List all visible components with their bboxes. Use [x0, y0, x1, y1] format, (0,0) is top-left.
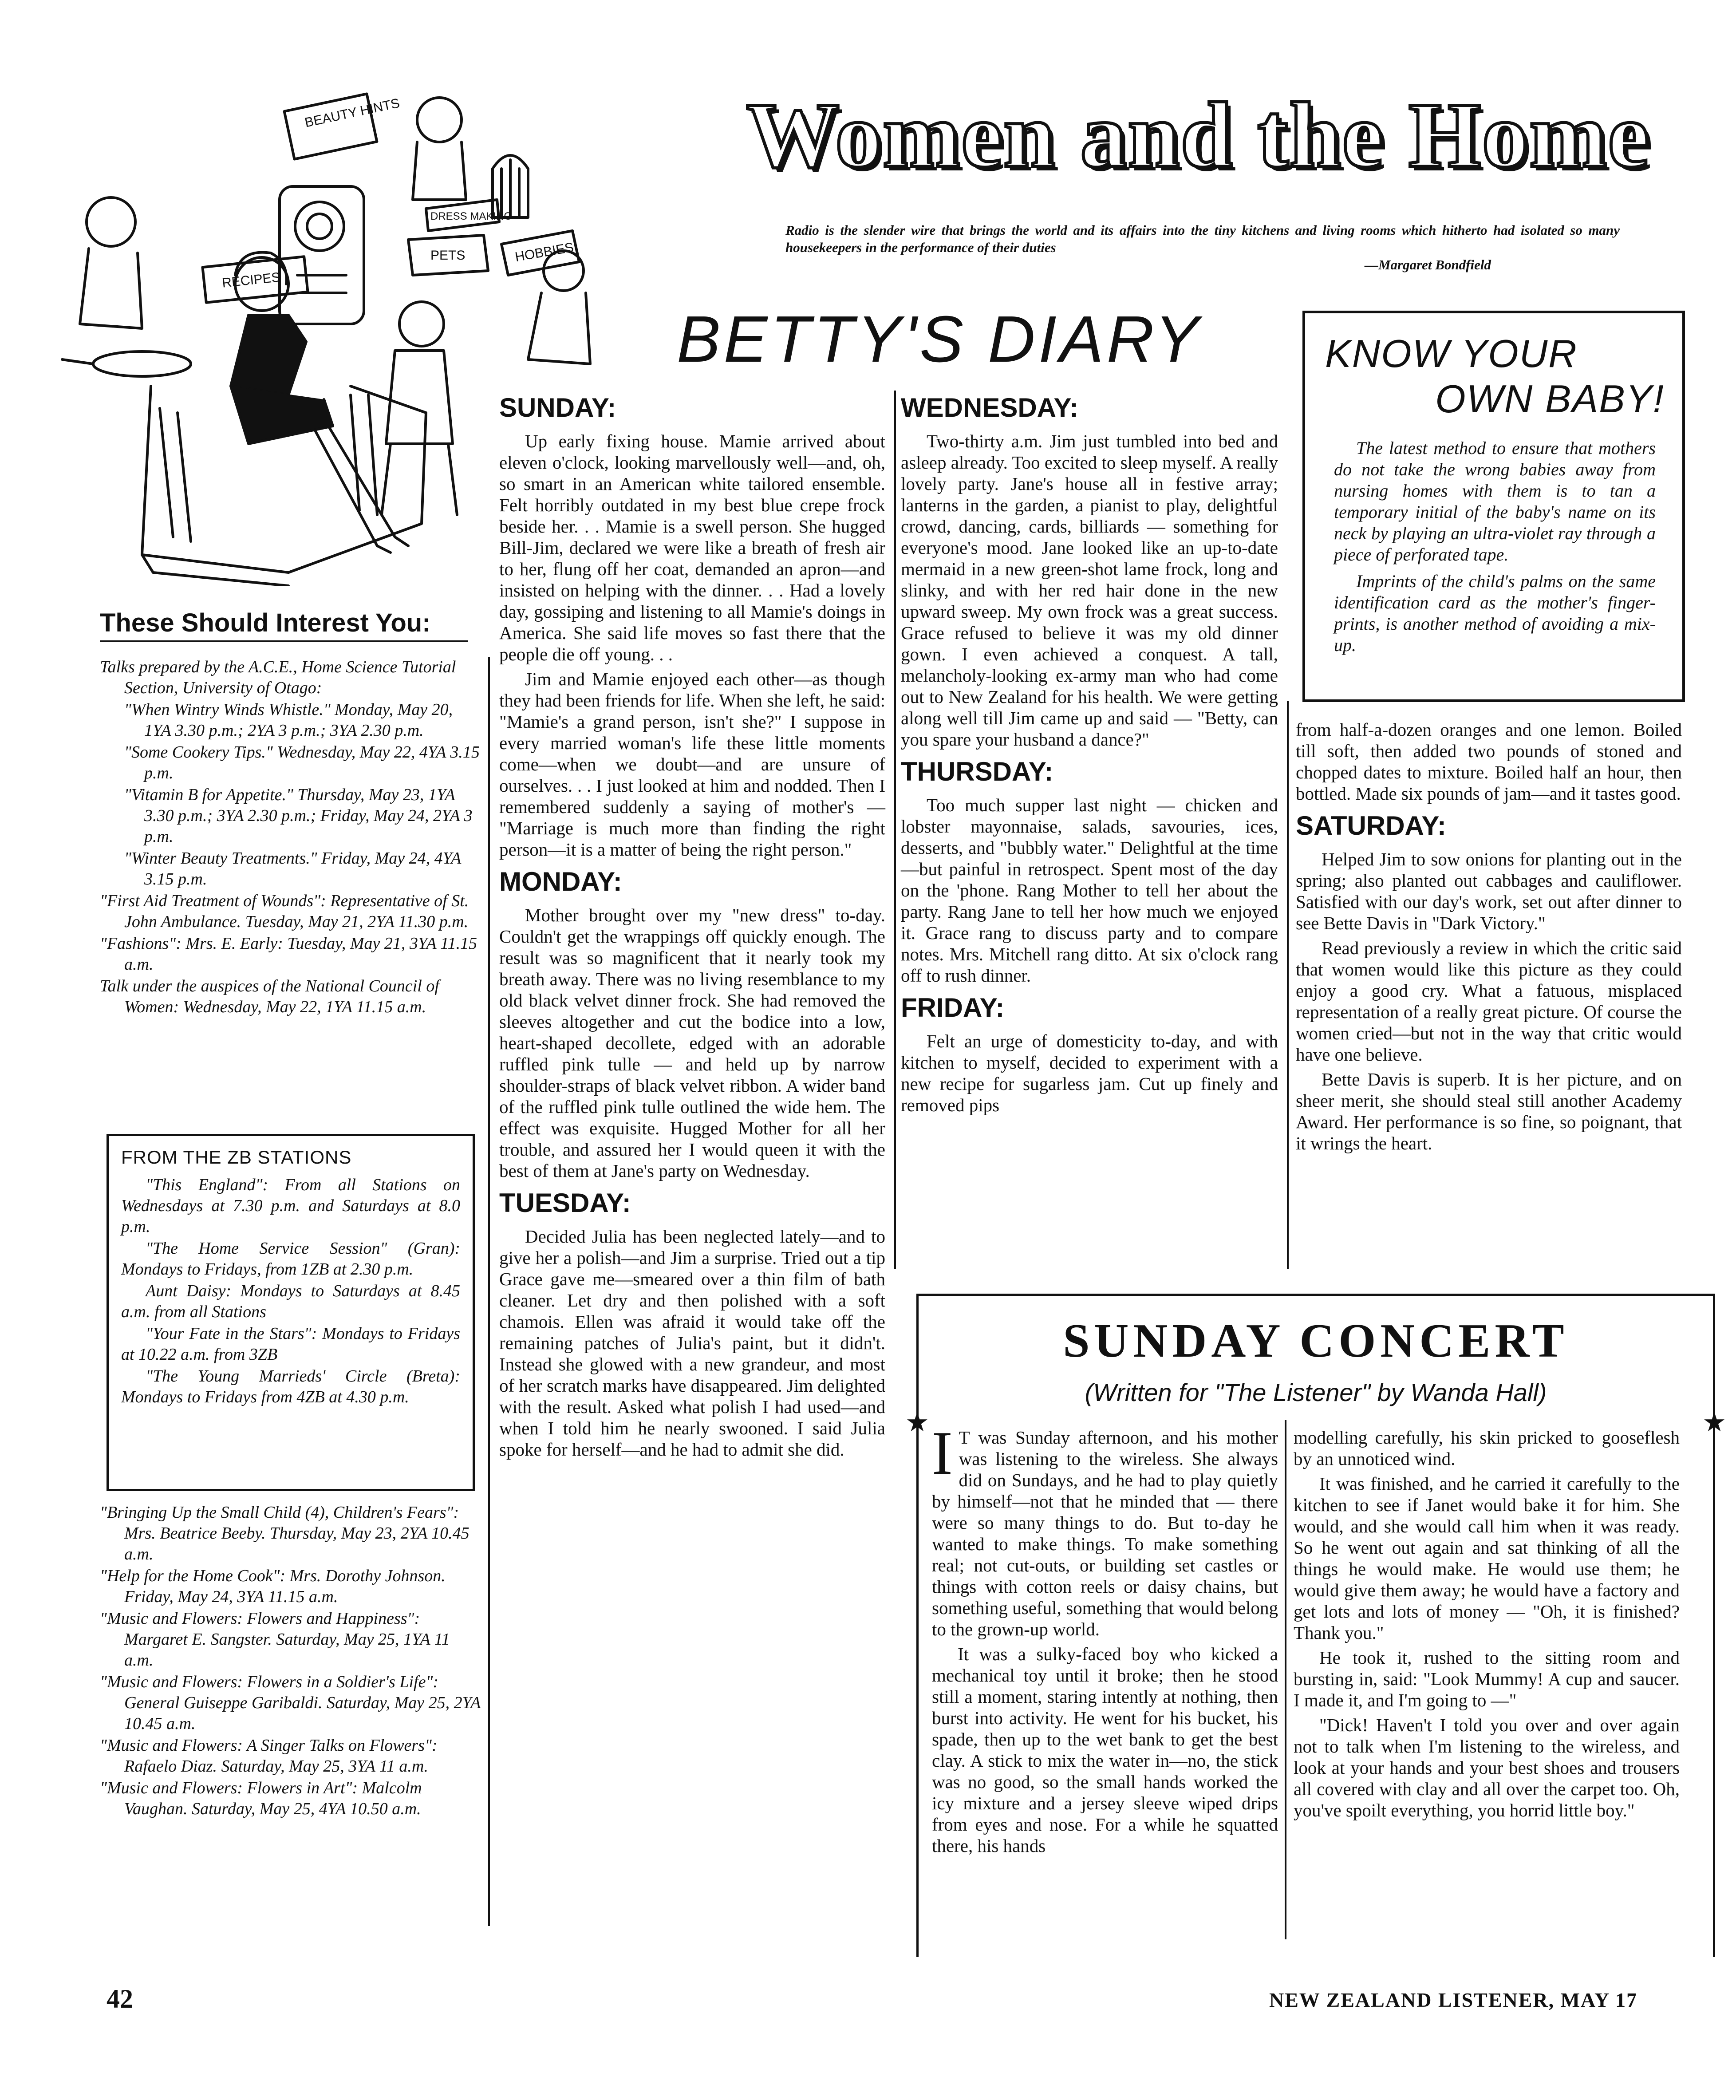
star-icon: ★ [1702, 1408, 1726, 1437]
list-item: "Fashions": Mrs. E. Early: Tuesday, May 21, 3YA 11.15 a.m. [100, 934, 477, 974]
list-item: "When Wintry Winds Whistle." Monday, May 20, 1YA 3.30 p.m.; 2YA 3 p.m.; 3YA 2.30 p.m. [124, 700, 453, 740]
day-heading: SUNDAY: [499, 393, 616, 422]
page-title: Women and the Home [746, 84, 1650, 187]
pets-label: PETS [430, 248, 466, 263]
list-item: "Music and Flowers: Flowers in a Soldier's Life": General Guiseppe Garibaldi. Saturday, May 25, 2YA 10.45 a.m. [100, 1673, 481, 1733]
paragraph: Helped Jim to sow onions for planting out in the spring; also planted out cabbages and cauliflower. Satisfied with our day's work, set out after dinner to see Bette Davis in "Dark Victory." [1296, 849, 1682, 933]
paragraph-text: T was Sunday afternoon, and his mother was listening to the wireless. She always did on Sundays, and he had to play quietly by himself—not that he minded that — there were so many things to do. But to-day he wanted to make things. To make something real; not cut-outs, or building set castles or things with cotton reels or daisy chains, but something useful, something that would belong to the grown-up world. [932, 1427, 1278, 1639]
list-item: "Some Cookery Tips." Wednesday, May 22, 4YA 3.15 p.m. [124, 743, 480, 782]
list-item: "Bringing Up the Small Child (4), Children's Fears": Mrs. Beatrice Beeby. Thursday, May 23, 2YA 10.45 a.m. [100, 1503, 470, 1563]
baby-title [1325, 331, 1665, 422]
baby-title-line-2: OWN BABY! [1435, 377, 1665, 421]
paragraph: Jim and Mamie enjoyed each other—as though they had been friends for life. When she left, he said: "Mamie's a grand person, isn't she?" I suppose in every married woman's life these little moments come—when we doubt—and are unsure of ourselves. . . I just looked at him and nodded. Then I remembered suddenly a saying of mother's — "Marriage is much more than finding the right person—it is a matter of being the right person." [499, 669, 885, 860]
page-number: 42 [107, 1984, 133, 2013]
day-heading: WEDNESDAY: [901, 393, 1079, 422]
list-item: Talks prepared by the A.C.E., Home Science Tutorial Section, University of Otago: [100, 658, 456, 697]
baby-title-line-1: KNOW YOUR [1325, 332, 1578, 375]
list-item: Aunt Daisy: Mondays to Saturdays at 8.45 a.m. from all Stations [121, 1282, 460, 1321]
beauty-hints-label: BEAUTY HINTS [303, 95, 401, 130]
list-item: "Music and Flowers: Flowers in Art": Malcolm Vaughan. Saturday, May 25, 4YA 10.50 a.m. [100, 1779, 422, 1818]
more-talks-list [100, 1502, 481, 1820]
interest-title: These Should Interest You: [100, 608, 468, 642]
concert-byline: (Written for "The Listener" by Wanda Hall) [1085, 1378, 1547, 1406]
paragraph: Imprints of the child's palms on the same identification card as the mother's finger-prints, is another method of avoiding a mix-up. [1334, 571, 1656, 655]
paragraph: It was finished, and he carried it carefully to the kitchen to see if Janet would bake it for him. She would, and she would call him when it was ready. So he went out again and sat thinking of all the things he would make. He would use them; he would give them away; he would have a factory and get lots and lots of money — "Oh, it is finished? Thank you." [1294, 1473, 1680, 1643]
zb-stations-box [107, 1134, 475, 1491]
paragraph: It was a sulky-faced boy who kicked a mechanical toy until it broke; then he stood still a moment, staring intently at nothing, then burst into activity. He went for his bucket, his spade, then up to the wet bank to get the best clay. A stick to mix the water in—no, the stick was no good, so the small hands worked the icy mixture and a jersey sleeve wiped drips from eyes and nose. For a while he squatted there, his hands [932, 1644, 1278, 1856]
hobbies-label: HOBBIES [514, 240, 575, 265]
diary-column-1 [499, 386, 885, 1464]
recipes-label: RECIPES [221, 270, 281, 291]
list-item: Talk under the auspices of the National Council of Women: Wednesday, May 22, 1YA 11.15 a.m. [100, 977, 439, 1016]
list-item: "The Young Marrieds' Circle (Breta): Mondays to Fridays from 4ZB at 4.30 p.m. [121, 1367, 460, 1406]
interest-list [100, 657, 481, 1018]
day-heading: FRIDAY: [901, 993, 1005, 1022]
column-rule [1287, 701, 1289, 1269]
diary-title: BETTY'S DIARY [677, 303, 1202, 376]
list-item: "Vitamin B for Appetite." Thursday, May 23, 1YA 3.30 p.m.; 3YA 2.30 p.m.; Friday, May 24, 2YA 3 p.m. [124, 786, 473, 846]
paragraph: Two-thirty a.m. Jim just tumbled into bed and asleep already. Too excited to sleep myself. A really lovely party. Jane's house all in festive array; lanterns in the garden, a pianist to play, delightful crowd, dancing, cards, billiards — something for everyone's mood. Jane looked like an up-to-date mermaid in a new green-shot lame frock, long and slinky, and with her red hair done in the new upward sweep. My own frock was a great success. Grace refused to believe it was my old dinner gown. I even achieved a conquest. A tall, melancholy-looking ex-army man who had come out to New Zealand for his health. We were getting along well till Jim came up and said — "Betty, can you spare your husband a dance?" [901, 431, 1278, 750]
zb-title: FROM THE ZB STATIONS [121, 1147, 352, 1168]
paragraph: Too much supper last night — chicken and lobster mayonnaise, salads, savouries, ices, desserts, and "bubbly water." Delightful at the time—but painful in retrospect. Spent most of the day on the 'phone. Rang Mother to tell her about the party. Rang Jane to tell her how much we enjoyed it. Grace rang to discuss party and to compare notes. Mrs. Mitchell rang ditto. At six o'clock rang off to rush dinner. [901, 795, 1278, 986]
column-rule [894, 391, 896, 1269]
know-your-baby-box [1302, 311, 1685, 702]
paragraph: "Dick! Haven't I told you over and over again not to talk when I'm listening to the wireless, and look at your hands and your best shoes and trousers all covered with clay and all over the carpet too. Oh, you've spoilt everything, you horrid little boy." [1294, 1715, 1680, 1820]
baby-text [1334, 438, 1656, 661]
list-item: "Help for the Home Cook": Mrs. Dorothy Johnson. Friday, May 24, 3YA 11.15 a.m. [100, 1567, 446, 1606]
paragraph: Decided Julia has been neglected lately—and to give her a polish—and Jim a surprise. Tried out a tip Grace gave me—smeared over a thin film of bath cleaner. Let dry and then polished with a soft chamois. Ellen was afraid it would take off the remaining patches of Julia's paint, but it didn't. Instead she glowed with a new grandeur, and most of her scratch marks have disappeared. Jim delighted with the result. Asked what polish I had used—and when I told him he nearly swooned. I said Julia spoke for herself—and he had to admit she did. [499, 1226, 885, 1460]
star-icon: ★ [905, 1408, 929, 1437]
concert-column-1 [932, 1419, 1278, 1860]
list-item: "This England": From all Stations on Wednesdays at 7.30 p.m. and Saturdays at 8.0 p.m. [121, 1176, 460, 1236]
paragraph: Up early fixing house. Mamie arrived about eleven o'clock, looking marvellously well—and, oh, so smart in an American white tailored ensemble. Felt horribly outdated in my best blue crepe frock beside her. . . Mamie is a swell person. She hugged Bill-Jim, declared we were like a breath of fresh air to her, flung off her coat, demanded an apron—and insisted on helping with the dinner. . . Had a lovely day, gossiping and listening to all Mamie's doings in America. She said life moves so fast there that the people die off young. . . [499, 431, 885, 664]
day-heading: TUESDAY: [499, 1188, 631, 1218]
paragraph [932, 1419, 1278, 1640]
drop-cap: I [932, 1419, 953, 1488]
diary-column-2 [901, 386, 1278, 1119]
paragraph: from half-a-dozen oranges and one lemon. Boiled till soft, then added two pounds of stoned and chopped dates to mixture. Boiled half an hour, then bottled. Made six pounds of jam—and it tastes good. [1296, 719, 1682, 804]
list-item: "Your Fate in the Stars": Mondays to Fridays at 10.22 a.m. from 3ZB [121, 1324, 460, 1364]
paragraph: Felt an urge of domesticity to-day, and with kitchen to myself, decided to experiment with a new recipe for sugarless jam. Cut up finely and removed pips [901, 1031, 1278, 1115]
day-heading: SATURDAY: [1296, 811, 1446, 841]
paragraph: The latest method to ensure that mothers do not take the wrong babies away from nursing homes with them is to tan a temporary initial of the baby's name on its neck by playing an ultra-violet ray through a piece of perforated tape. [1334, 438, 1656, 564]
list-item: "Music and Flowers: Flowers and Happiness": Margaret E. Sangster. Saturday, May 25, 1YA 11 a.m. [100, 1609, 450, 1670]
list-item: "The Home Service Session" (Gran): Mondays to Fridays, from 1ZB at 2.30 p.m. [121, 1239, 460, 1279]
list-item: "Winter Beauty Treatments." Friday, May 24, 4YA 3.15 p.m. [124, 849, 461, 888]
paragraph: modelling carefully, his skin pricked to gooseflesh by an unnoticed wind. [1294, 1427, 1680, 1469]
list-item: "Music and Flowers: A Singer Talks on Flowers": Rafaelo Diaz. Saturday, May 25, 3YA 11 a.m. [100, 1736, 438, 1776]
concert-column-2 [1294, 1427, 1680, 1824]
paragraph: Read previously a review in which the critic said that women would like this picture as they could enjoy a good cry. What a fatuous, misplaced representation of a really great picture. Of course the women cried—but not in the way that critic would have one believe. [1296, 938, 1682, 1065]
paragraph: He took it, rushed to the sitting room and bursting in, said: "Look Mummy! A cup and saucer. I made it, and I'm going to —" [1294, 1647, 1680, 1710]
epigraph-quote [785, 222, 1620, 273]
list-item: "First Aid Treatment of Wounds": Representative of St. John Ambulance. Tuesday, May 21, 2YA 11.30 p.m. [100, 892, 469, 931]
day-heading: THURSDAY: [901, 757, 1053, 786]
dress-making-label: DRESS MAKING [430, 210, 513, 222]
publication-line: NEW ZEALAND LISTENER, MAY 17 [1269, 1989, 1638, 2011]
day-heading: MONDAY: [499, 867, 622, 896]
quote-text: Radio is the slender wire that brings the world and its affairs into the tiny kitchens and living rooms which hitherto had isolated so many housekeepers in the performance of their duties [785, 222, 1620, 255]
quote-attribution: —Margaret Bondfield [1364, 257, 1491, 272]
paragraph: Bette Davis is superb. It is her picture, and on sheer merit, she should steal still another Academy Award. Her performance is so fine, so poignant, that it wrings the heart. [1296, 1069, 1682, 1153]
diary-column-3 [1296, 719, 1682, 1157]
concert-title: SUNDAY CONCERT [1063, 1314, 1569, 1367]
column-rule [488, 657, 490, 1926]
paragraph: Mother brought over my "new dress" to-day. Couldn't get the wrappings off quickly enough. The result was so magnificent that it nearly took my breath away. There was no living resemblance to my old black velvet dinner frock. She had removed the sleeves altogether and cut the bodice into a low, heart-shaped decollete, edged with an adorable ruffled pink tulle — and held up by narrow shoulder-straps of black velvet ribbon. A wider band of the ruffled pink tulle outlined the wide hem. The effect was exquisite. Hugged Mother for all her trouble, and assured her I would queen it with the best of them at Jane's party on Wednesday. [499, 905, 885, 1181]
